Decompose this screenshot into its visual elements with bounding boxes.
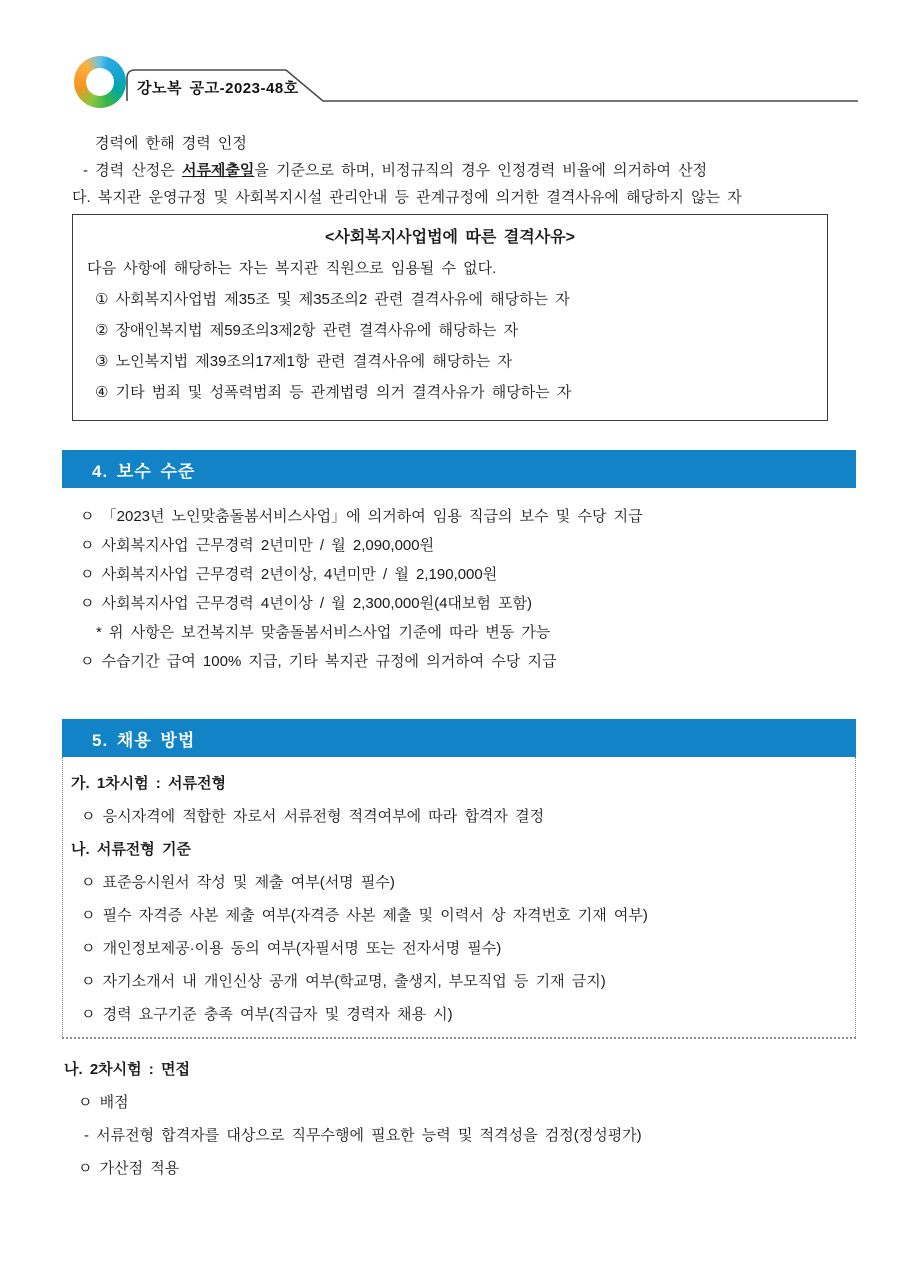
section-5-part-2: [62, 1053, 862, 1185]
section-5-item: ㅇ 자기소개서 내 개인신상 공개 여부(학교명, 출생지, 부모직업 등 기재 금지): [81, 973, 606, 990]
section-5-box: [62, 757, 856, 1039]
section-5-line: ㅇ 응시자격에 적합한 자로서 서류전형 적격여부에 따라 합격자 결정: [81, 808, 545, 825]
disqualification-item: ② 장애인복지법 제59조의3제2항 관련 결격사유에 해당하는 자: [95, 322, 519, 339]
disqualification-item: ① 사회복지사업법 제35조 및 제35조의2 관련 결격사유에 해당하는 자: [95, 291, 570, 308]
section-5-item: ㅇ 필수 자격증 사본 제출 여부(자격증 사본 제출 및 이력서 상 자격번호 기재 여부): [81, 907, 648, 924]
disqualification-item: ④ 기타 범죄 및 성폭력범죄 등 관계법령 의거 결격사유가 해당하는 자: [95, 384, 572, 401]
disqualification-item: ③ 노인복지법 제39조의17제1항 관련 결격사유에 해당하는 자: [95, 353, 512, 370]
section-5-item: ㅇ 경력 요구기준 충족 여부(직급자 및 경력자 채용 시): [81, 1006, 453, 1023]
section-5-header: [62, 719, 856, 757]
disqualification-box: [72, 214, 828, 421]
section-4-item: ㅇ 사회복지사업 근무경력 4년이상 / 월 2,300,000원(4대보험 포함): [80, 595, 533, 612]
intro-line-2-prefix: - 경력 산정은: [83, 162, 182, 179]
section-4-item: ㅇ 사회복지사업 근무경력 2년이상, 4년미만 / 월 2,190,000원: [80, 566, 498, 583]
disqualification-box-title: <사회복지사업법에 따른 결격사유>: [325, 229, 575, 246]
intro-line-2-emphasis: 서류제출일: [181, 162, 255, 179]
section-5-item: ㅇ 개인정보제공·이용 동의 여부(자필서명 또는 전자서명 필수): [81, 940, 502, 957]
section-4-header: [62, 450, 856, 488]
section-4-title: 4. 보수 수준: [92, 461, 196, 481]
section-5-line: ㅇ 배점: [78, 1094, 129, 1111]
intro-block: [62, 130, 862, 211]
section-5-item: ㅇ 표준응시원서 작성 및 제출 여부(서명 필수): [81, 874, 395, 891]
section-4-note: * 위 사항은 보건복지부 맞춤돌봄서비스사업 기준에 따라 변동 가능: [96, 624, 551, 641]
section-5-heading-3: 나. 2차시험 : 면접: [64, 1061, 190, 1078]
intro-line-2-suffix: 을 기준으로 하며, 비정규직의 경우 인정경력 비율에 의거하여 산정: [254, 162, 708, 179]
section-4-item: ㅇ 사회복지사업 근무경력 2년미만 / 월 2,090,000원: [80, 537, 435, 554]
section-5-heading-2: 나. 서류전형 기준: [71, 841, 191, 858]
section-4-item: ㅇ 수습기간 급여 100% 지급, 기타 복지관 규정에 의거하여 수당 지급: [80, 653, 557, 670]
section-4-body: [62, 502, 862, 676]
doc-number: 강노복 공고-2023-48호: [137, 80, 299, 97]
intro-line-3: 다. 복지관 운영규정 및 사회복지시설 관리안내 등 관계규정에 의거한 결격사유에 해당하지 않는 자: [72, 189, 742, 206]
intro-line-1: 경력에 한해 경력 인정: [95, 135, 247, 152]
section-4-item: ㅇ 「2023년 노인맞춤돌봄서비스사업」에 의거하여 임용 직급의 보수 및 수당 지급: [80, 508, 643, 525]
section-5-title: 5. 채용 방법: [92, 730, 196, 750]
section-5-heading-1: 가. 1차시험 : 서류전형: [71, 775, 226, 792]
disqualification-box-intro: 다음 사항에 해당하는 자는 복지관 직원으로 임용될 수 없다.: [87, 260, 497, 277]
header-tab-rule: [0, 0, 900, 115]
section-5-line: ㅇ 가산점 적용: [78, 1160, 180, 1177]
intro-line-2: [62, 157, 862, 184]
section-5-line: - 서류전형 합격자를 대상으로 직무수행에 필요한 능력 및 적격성을 검정(정성평가): [84, 1127, 642, 1144]
